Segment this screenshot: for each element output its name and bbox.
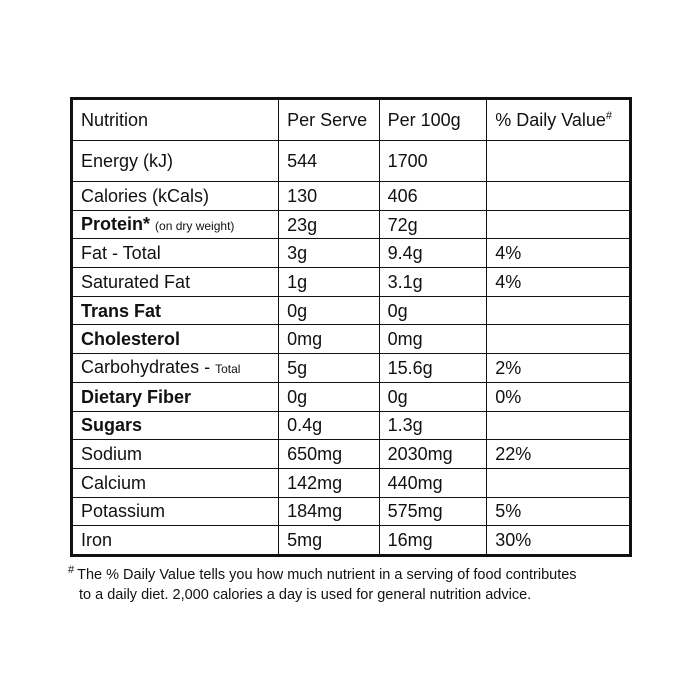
per-100g-cell: 15.6g	[379, 354, 487, 383]
table-row	[72, 468, 631, 497]
nutrient-name-cell	[72, 468, 279, 497]
nutrient-name: Calcium	[81, 472, 147, 493]
per-serve-cell: 184mg	[279, 497, 380, 526]
nutrient-name-cell	[72, 210, 279, 239]
nutrient-name-cell	[72, 440, 279, 469]
table-row	[72, 325, 631, 354]
per-serve-cell: 0mg	[279, 325, 380, 354]
per-100g-cell: 1.3g	[379, 411, 487, 440]
nutrition-facts-table	[70, 97, 632, 557]
nutrient-name: Cholesterol	[81, 329, 181, 350]
daily-value-cell: 2%	[487, 354, 631, 383]
per-100g-cell: 0g	[379, 296, 487, 325]
header-daily-value	[487, 99, 631, 141]
footnote	[68, 566, 648, 605]
nutrient-name-cell	[72, 296, 279, 325]
per-serve-cell: 0.4g	[279, 411, 380, 440]
daily-value-cell: 5%	[487, 497, 631, 526]
table-row	[72, 239, 631, 268]
table-row	[72, 182, 631, 211]
daily-value-cell: 22%	[487, 440, 631, 469]
per-serve-cell: 5g	[279, 354, 380, 383]
nutrient-qualifier: (on dry weight)	[155, 218, 235, 233]
nutrient-name: Potassium	[81, 501, 166, 522]
nutrient-name-cell	[72, 411, 279, 440]
nutrient-name: Trans Fat	[81, 300, 162, 321]
footnote-mark: #	[68, 564, 75, 576]
per-100g-cell: 575mg	[379, 497, 487, 526]
per-100g-cell: 3.1g	[379, 268, 487, 297]
nutrient-name-cell	[72, 526, 279, 556]
footnote-mark: #	[605, 110, 613, 122]
per-100g-cell: 0mg	[379, 325, 487, 354]
nutrient-name: Saturated Fat	[81, 271, 191, 292]
nutrient-name: Calories (kCals)	[81, 185, 210, 206]
per-100g-cell: 406	[379, 182, 487, 211]
nutrient-name: Sugars	[81, 415, 143, 436]
nutrient-name: Protein*	[81, 213, 151, 234]
per-100g-cell: 16mg	[379, 526, 487, 556]
per-serve-cell: 130	[279, 182, 380, 211]
per-100g-cell: 72g	[379, 210, 487, 239]
table-row	[72, 440, 631, 469]
table-row	[72, 354, 631, 383]
per-100g-cell: 0g	[379, 382, 487, 411]
nutrient-name-cell	[72, 354, 279, 383]
daily-value-cell	[487, 468, 631, 497]
per-serve-cell: 650mg	[279, 440, 380, 469]
table-row	[72, 382, 631, 411]
table-row	[72, 411, 631, 440]
nutrient-name: Iron	[81, 530, 113, 551]
daily-value-cell	[487, 141, 631, 182]
daily-value-cell	[487, 296, 631, 325]
table-row	[72, 210, 631, 239]
daily-value-cell	[487, 210, 631, 239]
nutrient-name: Fat - Total	[81, 243, 161, 264]
per-100g-cell: 9.4g	[379, 239, 487, 268]
table-row	[72, 141, 631, 182]
header-daily-value-label: % Daily Value	[495, 110, 606, 130]
daily-value-cell	[487, 325, 631, 354]
table-header-row	[72, 99, 631, 141]
header-per-serve: Per Serve	[279, 99, 380, 141]
nutrient-name-cell	[72, 382, 279, 411]
per-100g-cell: 2030mg	[379, 440, 487, 469]
table-row	[72, 268, 631, 297]
per-serve-cell: 544	[279, 141, 380, 182]
nutrient-name-cell	[72, 268, 279, 297]
table-body	[72, 141, 631, 556]
per-100g-cell: 440mg	[379, 468, 487, 497]
table-row	[72, 526, 631, 556]
per-100g-cell: 1700	[379, 141, 487, 182]
per-serve-cell: 5mg	[279, 526, 380, 556]
daily-value-cell: 4%	[487, 239, 631, 268]
nutrient-name-cell	[72, 239, 279, 268]
nutrient-name-cell	[72, 497, 279, 526]
nutrient-name: Energy (kJ)	[81, 151, 174, 171]
table-row	[72, 296, 631, 325]
daily-value-cell	[487, 182, 631, 211]
per-serve-cell: 142mg	[279, 468, 380, 497]
footnote-line-2: to a daily diet. 2,000 calories a day is used for general nutrition advice.	[79, 587, 532, 603]
daily-value-cell: 4%	[487, 268, 631, 297]
daily-value-cell	[487, 411, 631, 440]
nutrient-name-cell	[72, 182, 279, 211]
footnote-line-1: The % Daily Value tells you how much nutrient in a serving of food contributes	[77, 567, 577, 583]
daily-value-cell: 0%	[487, 382, 631, 411]
header-per-100g: Per 100g	[379, 99, 487, 141]
header-nutrition: Nutrition	[72, 99, 279, 141]
per-serve-cell: 3g	[279, 239, 380, 268]
per-serve-cell: 1g	[279, 268, 380, 297]
nutrient-name-cell	[72, 325, 279, 354]
nutrient-qualifier: Total	[215, 361, 241, 376]
table-row	[72, 497, 631, 526]
nutrient-name-cell	[72, 141, 279, 182]
daily-value-cell: 30%	[487, 526, 631, 556]
nutrient-name: Dietary Fiber	[81, 386, 192, 407]
nutrient-name: Sodium	[81, 444, 143, 465]
nutrient-name: Carbohydrates -	[81, 356, 211, 377]
per-serve-cell: 0g	[279, 296, 380, 325]
per-serve-cell: 23g	[279, 210, 380, 239]
per-serve-cell: 0g	[279, 382, 380, 411]
